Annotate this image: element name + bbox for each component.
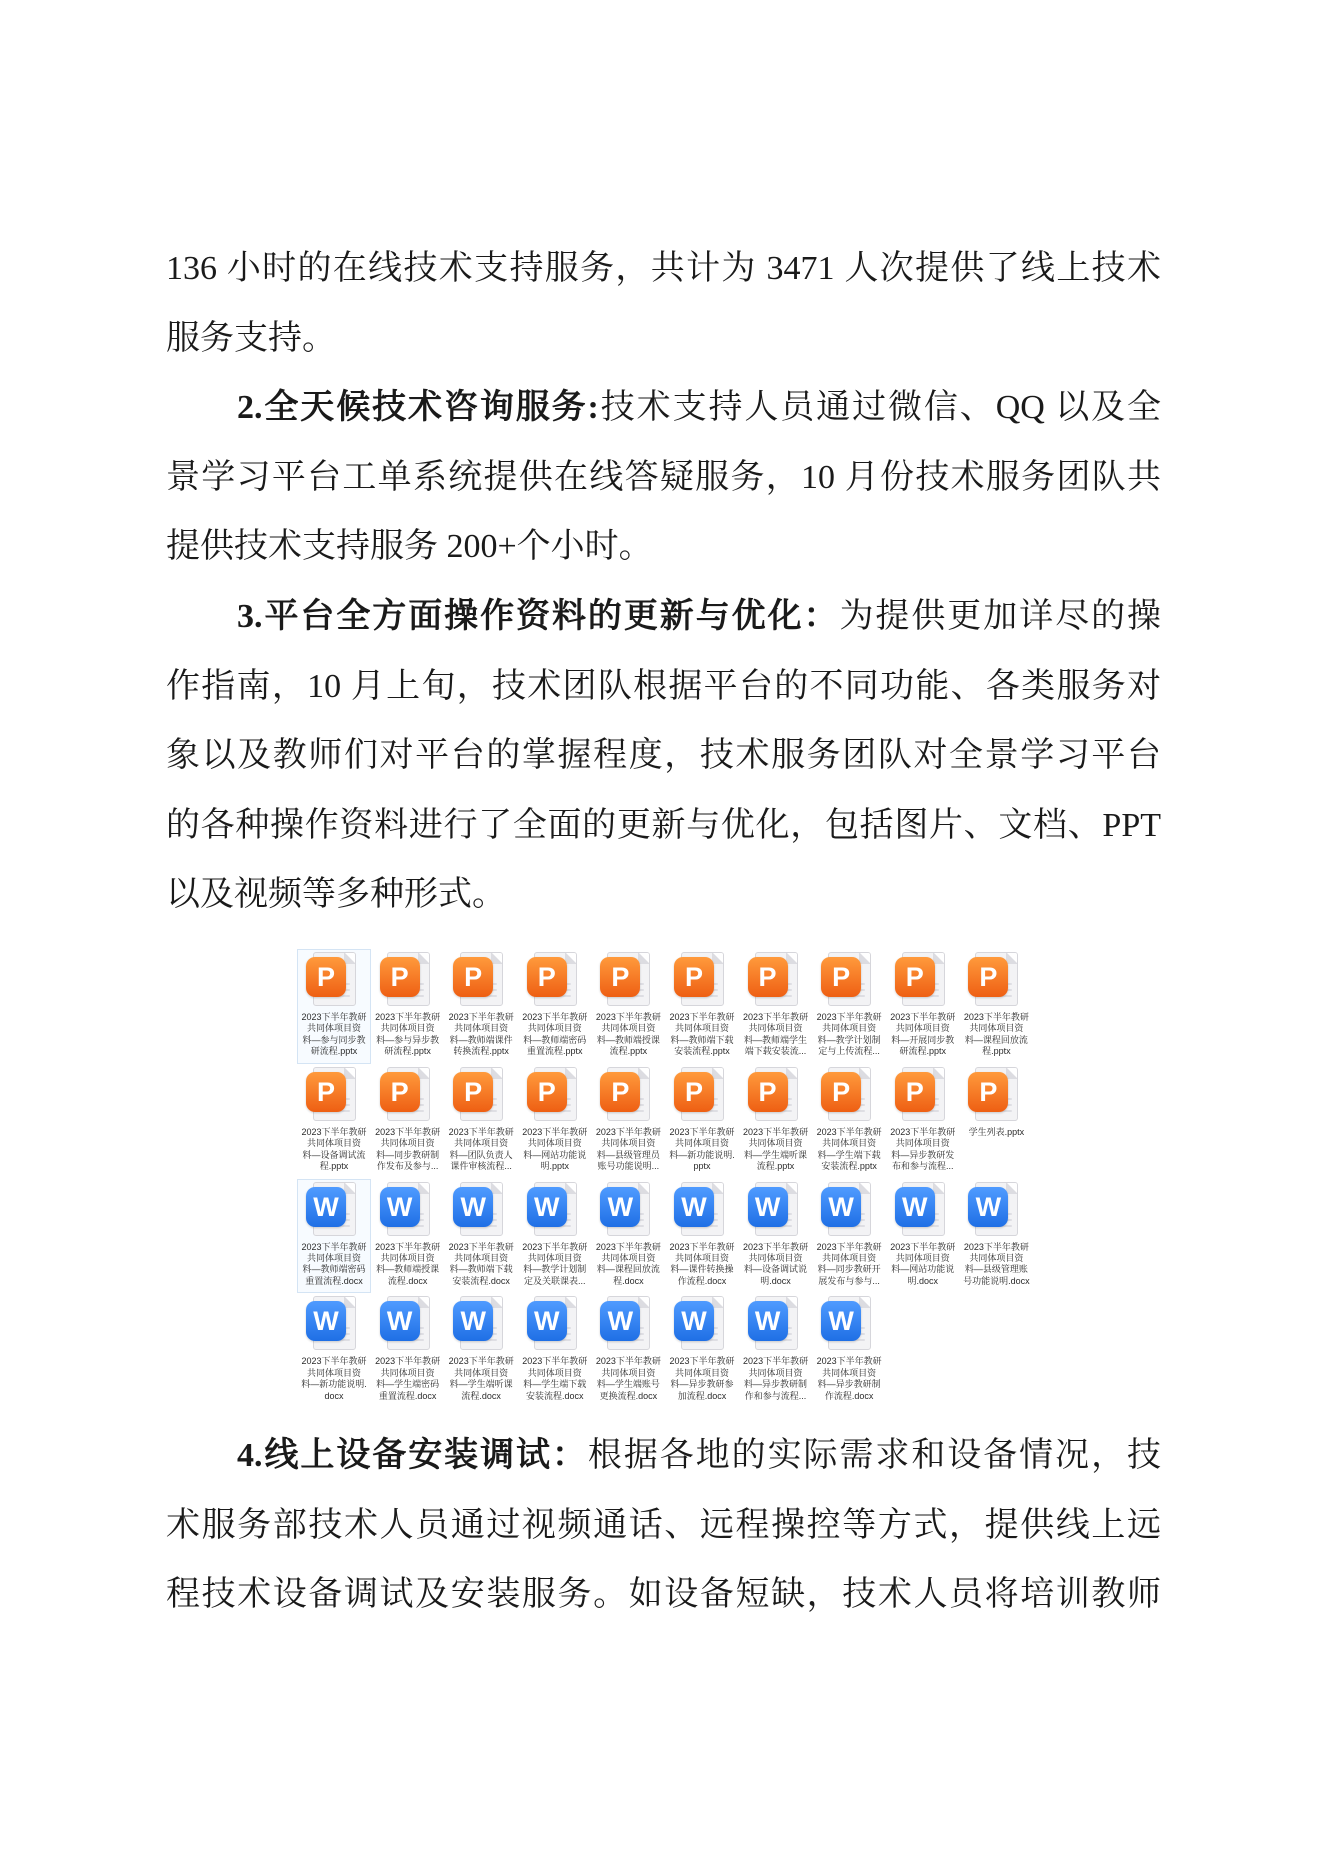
file-item (371, 1064, 445, 1179)
file-name (664, 1242, 740, 1288)
wps-writer-icon: W (453, 1187, 493, 1227)
file-name (370, 1127, 446, 1173)
file-name-line: 明.docx (907, 1275, 938, 1286)
file-name-line: 共同体项目资 (306, 1023, 361, 1034)
file-item (518, 1064, 592, 1179)
file-name-line: 共同体项目资 (748, 1367, 803, 1378)
file-item (959, 949, 1033, 1064)
file-name (296, 1127, 372, 1173)
file-item (518, 1179, 592, 1294)
file-name-line: 共同体项目资 (454, 1023, 509, 1034)
body-text-segment: 根据各地的实际需求和设备情况，技 (587, 1437, 1162, 1474)
file-name-line: 重置流程.pptx (527, 1046, 583, 1057)
file-item (665, 949, 739, 1064)
file-item (812, 949, 886, 1064)
section-heading: 3.平台全方面操作资料的更新与优化： (237, 597, 840, 635)
wps-presentation-icon: P (748, 957, 788, 997)
file-name-line: 2023下半年教研 (301, 1241, 367, 1252)
file-name-line: 料—团队负责人 (449, 1149, 513, 1160)
file-name-line: 共同体项目资 (822, 1367, 877, 1378)
file-item (444, 1179, 518, 1294)
file-name-line: 共同体项目资 (454, 1138, 509, 1149)
wps-presentation-icon: P (527, 957, 567, 997)
file-name-line: 共同体项目资 (748, 1023, 803, 1034)
file-name (517, 1242, 593, 1288)
file-name-line: 料—课件转换操 (670, 1264, 734, 1275)
body-text-segment: 技术支持人员通过微信、QQ 以及全 (598, 389, 1162, 427)
file-name-line: 料—学生端听课 (744, 1149, 808, 1160)
file-name-line: 2023下半年教研 (448, 1126, 514, 1137)
file-name-line: 转换流程.pptx (453, 1046, 509, 1057)
wps-presentation-icon: P (968, 1072, 1008, 1112)
file-name-line: 料—参与同步教 (302, 1034, 366, 1045)
file-name-line: 2023下半年教研 (963, 1012, 1029, 1022)
file-name (590, 1012, 666, 1058)
file-name-line: 2023下半年教研 (522, 1126, 588, 1137)
file-name-line: 2023下半年教研 (301, 1012, 367, 1022)
file-name (811, 1127, 887, 1173)
file-name-line: 料—教师端下载 (670, 1034, 734, 1045)
file-item (297, 1293, 371, 1408)
file-name (664, 1127, 740, 1173)
file-name-line: 料—网站功能说 (891, 1264, 955, 1275)
body-text-line (166, 1421, 1161, 1491)
file-name-line: 流程.pptx (609, 1046, 648, 1057)
file-item (812, 1179, 886, 1294)
file-name-line: 2023下半年教研 (375, 1241, 441, 1252)
file-name (517, 1127, 593, 1173)
file-name (738, 1012, 814, 1058)
file-name (443, 1127, 519, 1173)
file-name (296, 1242, 372, 1288)
file-name (370, 1012, 446, 1058)
file-name-line: 共同体项目资 (527, 1253, 582, 1263)
wps-writer-icon: W (674, 1301, 714, 1341)
wps-presentation-icon: P (600, 957, 640, 997)
file-name-line: 料—参与异步教 (376, 1034, 440, 1045)
file-name (811, 1356, 887, 1402)
file-name-line: 共同体项目资 (306, 1367, 361, 1378)
file-name-line: 明.pptx (540, 1161, 570, 1172)
file-name-line: docx (324, 1390, 344, 1401)
file-item (665, 1179, 739, 1294)
file-item (739, 1293, 813, 1408)
wps-writer-icon: W (821, 1301, 861, 1341)
file-name-line: 共同体项目资 (674, 1367, 729, 1378)
wps-writer-icon: W (821, 1187, 861, 1227)
wps-presentation-icon: P (674, 957, 714, 997)
file-list-figure (297, 949, 1033, 1408)
wps-writer-icon: W (380, 1187, 420, 1227)
wps-presentation-icon: P (306, 1072, 346, 1112)
file-item (591, 1179, 665, 1294)
file-name-line: 料—学生端账号 (596, 1379, 660, 1390)
body-text-line: 程技术设备调试及安装服务。如设备短缺，技术人员将培训教师 (166, 1576, 1161, 1614)
wps-presentation-icon: P (600, 1072, 640, 1112)
file-name (296, 1356, 372, 1402)
file-name-line: 共同体项目资 (306, 1138, 361, 1149)
file-item (371, 949, 445, 1064)
wps-presentation-icon: P (380, 957, 420, 997)
file-name-line: 2023下半年教研 (669, 1012, 735, 1022)
file-name-line: 程.pptx (982, 1046, 1011, 1057)
wps-writer-icon: W (895, 1187, 935, 1227)
body-text-line: 作指南，10 月上旬，技术团队根据平台的不同功能、各类服务对 (166, 667, 1161, 705)
file-name-line: 2023下半年教研 (669, 1126, 735, 1137)
file-name-line: 定与上传流程... (818, 1046, 880, 1057)
file-name (811, 1012, 887, 1058)
wps-presentation-icon: P (821, 1072, 861, 1112)
file-name-line: 料—县级管理员 (596, 1149, 660, 1160)
file-name-line: 布和参与流程... (891, 1161, 954, 1172)
wps-writer-icon: W (453, 1301, 493, 1341)
file-name-line: 共同体项目资 (969, 1023, 1024, 1034)
file-name-line: 学生列表.pptx (968, 1126, 1025, 1137)
file-name-line: 料—同步教研开 (817, 1264, 881, 1275)
file-item (371, 1293, 445, 1408)
file-name-line: 程.docx (613, 1275, 644, 1286)
file-name-line: 料—同步教研制 (376, 1149, 440, 1160)
file-name-line: 共同体项目资 (822, 1023, 877, 1034)
file-name-line: 料—学生端下载 (523, 1379, 587, 1390)
file-name-line: 更换流程.docx (599, 1390, 658, 1401)
file-name-line: 共同体项目资 (748, 1138, 803, 1149)
file-name-line: 研流程.pptx (310, 1046, 358, 1057)
file-item (518, 1293, 592, 1408)
file-name-line: 2023下半年教研 (448, 1241, 514, 1252)
file-item (591, 949, 665, 1064)
file-name-line: 料—新功能说明. (301, 1379, 367, 1390)
wps-writer-icon: W (748, 1187, 788, 1227)
body-text-upper (166, 234, 1161, 930)
wps-writer-icon: W (968, 1187, 1008, 1227)
file-name-line: 账号功能说明... (597, 1161, 660, 1172)
file-item (591, 1064, 665, 1179)
file-name-line: 料—开展同步教 (891, 1034, 955, 1045)
file-name (738, 1127, 814, 1173)
file-name (590, 1242, 666, 1288)
paragraph-device-installation (166, 1421, 1161, 1630)
file-name-line: 2023下半年教研 (595, 1126, 661, 1137)
file-name-line: 研流程.pptx (899, 1046, 946, 1057)
file-item (959, 1179, 1033, 1294)
file-name-line: 共同体项目资 (748, 1253, 803, 1263)
file-name-line: 料—学生端密码 (376, 1379, 440, 1390)
file-item (886, 949, 960, 1064)
wps-presentation-icon: P (306, 957, 346, 997)
file-name-line: 共同体项目资 (822, 1253, 877, 1263)
file-name-line: 共同体项目资 (527, 1023, 582, 1034)
file-name-line: 2023下半年教研 (301, 1126, 367, 1137)
file-name (590, 1356, 666, 1402)
file-name (958, 1242, 1034, 1288)
file-name-line: 2023下半年教研 (522, 1012, 588, 1022)
file-name-line: 共同体项目资 (454, 1253, 509, 1263)
body-text-line: 象以及教师们对平台的掌握程度，技术服务团队对全景学习平台 (166, 737, 1161, 775)
file-name-line: 2023下半年教研 (816, 1356, 882, 1367)
file-name (738, 1356, 814, 1402)
file-name (958, 1012, 1034, 1058)
wps-presentation-icon: P (527, 1072, 567, 1112)
file-name (885, 1242, 961, 1288)
file-name (738, 1242, 814, 1288)
file-name-line: 料—教师端授课 (376, 1264, 440, 1275)
wps-presentation-icon: P (968, 957, 1008, 997)
wps-writer-icon: W (306, 1301, 346, 1341)
file-item (739, 949, 813, 1064)
file-name-line: 料—新功能说明. (669, 1149, 735, 1160)
file-name-line: 料—异步教研参 (670, 1379, 734, 1390)
file-item (371, 1179, 445, 1294)
file-name (370, 1356, 446, 1402)
file-item (444, 1064, 518, 1179)
file-name-line: 共同体项目资 (895, 1253, 950, 1263)
file-name-line: 作和参与流程... (744, 1390, 807, 1401)
wps-presentation-icon: P (380, 1072, 420, 1112)
file-name (517, 1356, 593, 1402)
body-text-line (166, 373, 1161, 443)
file-name-line: 料—教学计划制 (523, 1264, 587, 1275)
file-name-line: 流程.docx (461, 1390, 501, 1401)
file-name (296, 1012, 372, 1058)
file-name-line: 料—课程回放流 (964, 1034, 1028, 1045)
file-name-line: 安装流程.pptx (821, 1161, 877, 1172)
file-name-line: 料—教师端下载 (449, 1264, 513, 1275)
file-item (959, 1064, 1033, 1179)
file-name-line: 料—教师端学生 (744, 1034, 808, 1045)
file-name (443, 1356, 519, 1402)
body-text-lower (166, 1421, 1161, 1630)
file-item (444, 949, 518, 1064)
file-name-line: 端下载安装流... (744, 1046, 807, 1057)
file-name-line: 安装流程.pptx (674, 1046, 730, 1057)
wps-presentation-icon: P (453, 957, 493, 997)
file-name-line: 2023下半年教研 (890, 1126, 956, 1137)
wps-writer-icon: W (527, 1301, 567, 1341)
file-name-line: 作流程.docx (824, 1390, 874, 1401)
body-text-line: 提供技术支持服务 200+个小时。 (166, 528, 653, 566)
file-name-line: 料—异步教研制 (744, 1379, 808, 1390)
file-item (297, 1064, 371, 1179)
file-name-line: 重置流程.docx (378, 1390, 437, 1401)
file-name-line: 加流程.docx (677, 1390, 727, 1401)
file-name (664, 1012, 740, 1058)
file-name-line: 共同体项目资 (969, 1253, 1024, 1263)
file-name-line: 2023下半年教研 (375, 1012, 441, 1022)
file-name-line: 2023下半年教研 (669, 1356, 735, 1367)
file-name-line: 料—教师端授课 (596, 1034, 660, 1045)
file-name (590, 1127, 666, 1173)
body-text-line (166, 582, 1161, 652)
paragraph-online-support-summary (166, 234, 1161, 373)
wps-presentation-icon: P (895, 1072, 935, 1112)
file-name-line: 研流程.pptx (384, 1046, 431, 1057)
file-name-line: 2023下半年教研 (890, 1012, 956, 1022)
file-name-line: 料—异步教研发 (891, 1149, 955, 1160)
wps-writer-icon: W (380, 1301, 420, 1341)
file-item (665, 1064, 739, 1179)
file-item (297, 949, 371, 1064)
file-name (517, 1012, 593, 1058)
file-name-line: 2023下半年教研 (448, 1012, 514, 1022)
wps-presentation-icon: P (453, 1072, 493, 1112)
file-name-line: 共同体项目资 (601, 1367, 656, 1378)
file-name-line: 料—网站功能说 (523, 1149, 587, 1160)
file-name-line: 2023下半年教研 (595, 1356, 661, 1367)
file-name-line: 2023下半年教研 (448, 1356, 514, 1367)
file-name-line: 明.docx (760, 1275, 791, 1286)
file-name-line: 料—异步教研制 (817, 1379, 881, 1390)
file-item (886, 1064, 960, 1179)
file-name-line: 作流程.docx (677, 1275, 727, 1286)
wps-writer-icon: W (600, 1301, 640, 1341)
file-name-line: 料—课程回放流 (596, 1264, 660, 1275)
file-item (739, 1064, 813, 1179)
paragraph-consulting-service (166, 373, 1161, 582)
file-item (812, 1064, 886, 1179)
file-name (811, 1242, 887, 1288)
file-name (885, 1012, 961, 1058)
wps-presentation-icon: P (748, 1072, 788, 1112)
body-text-segment: 为提供更加详尽的操 (839, 597, 1162, 635)
file-name-line: 安装流程.docx (526, 1390, 584, 1401)
file-name-line: 展发布与参与... (818, 1275, 880, 1286)
wps-writer-icon: W (748, 1301, 788, 1341)
file-name-line: 2023下半年教研 (816, 1126, 882, 1137)
file-name-line: 2023下半年教研 (669, 1241, 735, 1252)
body-text-line: 的各种操作资料进行了全面的更新与优化，包括图片、文档、PPT (166, 806, 1161, 844)
file-name-line: 2023下半年教研 (743, 1012, 809, 1022)
file-item (518, 949, 592, 1064)
file-name-line: 定及关联课表... (524, 1275, 586, 1286)
wps-writer-icon: W (527, 1187, 567, 1227)
file-name-line: 共同体项目资 (380, 1138, 435, 1149)
file-item (297, 1179, 371, 1294)
file-name-line: 料—教学计划制 (817, 1034, 881, 1045)
file-item (444, 1293, 518, 1408)
file-name-line: 2023下半年教研 (375, 1126, 441, 1137)
file-name-line: 作发布及参与... (376, 1161, 439, 1172)
file-item (591, 1293, 665, 1408)
file-item (739, 1179, 813, 1294)
file-name-line: 共同体项目资 (454, 1367, 509, 1378)
file-name (443, 1012, 519, 1058)
file-name-line: 料—教师端密码 (302, 1264, 366, 1275)
file-name-line: 流程.docx (387, 1275, 428, 1286)
file-name-line: 2023下半年教研 (301, 1356, 367, 1367)
file-name (664, 1356, 740, 1402)
file-name-line: pptx (693, 1161, 711, 1172)
file-name-line: 共同体项目资 (527, 1138, 582, 1149)
file-name-line: 2023下半年教研 (963, 1241, 1029, 1252)
file-name-line: 共同体项目资 (674, 1023, 729, 1034)
file-name-line: 2023下半年教研 (522, 1356, 588, 1367)
file-name-line: 2023下半年教研 (816, 1241, 882, 1252)
file-name (370, 1242, 446, 1288)
file-name-line: 共同体项目资 (380, 1253, 435, 1263)
file-name-line: 共同体项目资 (527, 1367, 582, 1378)
body-text-line: 136 小时的在线技术支持服务，共计为 3471 人次提供了线上技术 (166, 250, 1161, 287)
file-name-line: 共同体项目资 (601, 1253, 656, 1263)
file-name-line: 共同体项目资 (895, 1138, 950, 1149)
file-name-line: 2023下半年教研 (743, 1126, 809, 1137)
file-name-line: 料—学生端听课 (449, 1379, 513, 1390)
body-text-line: 以及视频等多种形式。 (166, 876, 506, 914)
wps-presentation-icon: P (895, 957, 935, 997)
file-name-line: 2023下半年教研 (375, 1356, 441, 1367)
file-name-line: 共同体项目资 (895, 1023, 950, 1034)
file-name-line: 共同体项目资 (306, 1253, 361, 1263)
file-name-line: 2023下半年教研 (595, 1241, 661, 1252)
wps-presentation-icon: P (821, 957, 861, 997)
file-name-line: 料—县级管理账 (964, 1264, 1028, 1275)
file-name-line: 共同体项目资 (601, 1023, 656, 1034)
file-name-line: 料—设备调试流 (302, 1149, 366, 1160)
wps-writer-icon: W (600, 1187, 640, 1227)
file-name-line: 2023下半年教研 (743, 1356, 809, 1367)
wps-writer-icon: W (306, 1187, 346, 1227)
file-name-line: 共同体项目资 (380, 1367, 435, 1378)
file-item (886, 1179, 960, 1294)
file-name-line: 课件审核流程... (450, 1161, 512, 1172)
file-name-line: 号功能说明.docx (963, 1275, 1030, 1286)
body-text-line: 景学习平台工单系统提供在线答疑服务，10 月份技术服务团队共 (166, 458, 1161, 496)
file-name-line: 2023下半年教研 (816, 1012, 882, 1022)
file-name-line: 2023下半年教研 (595, 1012, 661, 1022)
file-name-line: 安装流程.docx (452, 1275, 510, 1286)
file-name-line: 2023下半年教研 (743, 1241, 809, 1252)
file-name-line: 共同体项目资 (380, 1023, 435, 1034)
file-name-line: 程.pptx (319, 1161, 349, 1172)
file-name-line: 共同体项目资 (674, 1253, 729, 1263)
body-text-line: 术服务部技术人员通过视频通话、远程操控等方式，提供线上远 (166, 1506, 1161, 1544)
paragraph-materials-update (166, 582, 1161, 930)
section-heading: 4.线上设备安装调试： (237, 1437, 588, 1474)
file-name-line: 料—教师端课件 (449, 1034, 513, 1045)
file-item (665, 1293, 739, 1408)
file-name-line: 料—学生端下载 (817, 1149, 881, 1160)
file-name (958, 1127, 1034, 1138)
file-name-line: 料—教师端密码 (523, 1034, 587, 1045)
file-name-line: 共同体项目资 (822, 1138, 877, 1149)
file-name-line: 2023下半年教研 (890, 1241, 956, 1252)
file-name-line: 共同体项目资 (601, 1138, 656, 1149)
file-name (885, 1127, 961, 1173)
body-text-line: 服务支持。 (166, 319, 336, 357)
wps-presentation-icon: P (674, 1072, 714, 1112)
file-name (443, 1242, 519, 1288)
wps-writer-icon: W (674, 1187, 714, 1227)
file-name-line: 共同体项目资 (674, 1138, 729, 1149)
file-name-line: 料—设备调试说 (744, 1264, 808, 1275)
file-name-line: 2023下半年教研 (522, 1241, 588, 1252)
file-name-line: 重置流程.docx (305, 1275, 363, 1286)
section-heading: 2.全天候技术咨询服务: (237, 389, 599, 427)
file-name-line: 流程.pptx (756, 1161, 795, 1172)
file-item (812, 1293, 886, 1408)
